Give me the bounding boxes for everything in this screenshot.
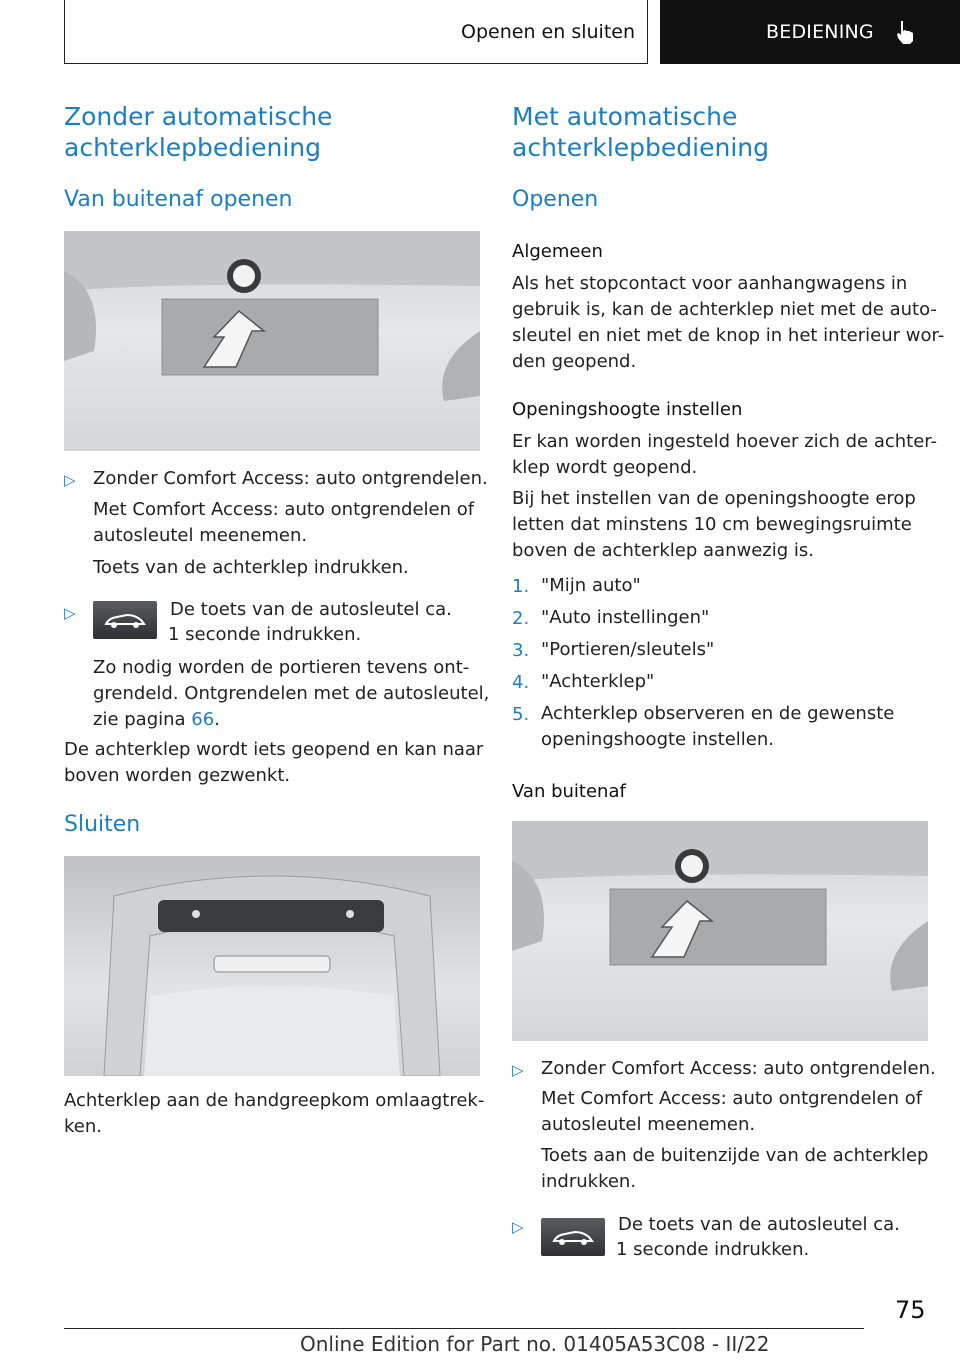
tailgate-illustration-2 <box>512 821 928 1041</box>
paragraph <box>541 1143 928 1195</box>
paragraph <box>93 497 474 549</box>
step-number: 4. <box>512 672 530 693</box>
bullet-text: 1 seconde indrukken. <box>168 624 362 645</box>
header-section-title: Openen en sluiten <box>461 20 635 43</box>
bullet-text: Zonder Comfort Access: auto ontgrendelen. <box>541 1058 936 1079</box>
header-chapter-title: BEDIENING <box>766 21 874 43</box>
header-chapter-tab <box>660 0 960 64</box>
text-line: boven worden gezwenkt. <box>64 765 291 786</box>
bullet-marker: ▷ <box>64 604 76 622</box>
heading-opening-height: Openingshoogte instellen <box>512 399 743 420</box>
tailgate-inside-photo <box>64 856 480 1076</box>
text-line: . <box>214 709 220 730</box>
step-text: "Auto instellingen" <box>541 607 710 628</box>
text-line: klep wordt geopend. <box>512 457 698 478</box>
step-number: 5. <box>512 704 530 725</box>
text-line: autosleutel meenemen. <box>93 525 308 546</box>
text-line: letten dat minstens 10 cm bewegingsruimte <box>512 514 912 535</box>
text-line: De achterklep wordt iets geopend en kan naar <box>64 739 484 760</box>
text-line: boven de achterklep aanwezig is. <box>512 540 814 561</box>
title-line: Zonder automatische <box>64 102 333 131</box>
text-line: sleutel en niet met de knop in het interieur wor- <box>512 325 945 346</box>
tailgate-photo <box>64 231 480 451</box>
car-key-button-icon <box>93 601 157 639</box>
tailgate-inside-illustration <box>64 856 480 1076</box>
paragraph <box>512 486 916 564</box>
bullet-text: De toets van de autosleutel ca. <box>170 599 452 620</box>
footer-divider <box>64 1328 864 1329</box>
footer-edition: Online Edition for Part no. 01405A53C08 - II/22 <box>300 1332 770 1356</box>
bullet-marker: ▷ <box>64 471 76 489</box>
title-line: achterklepbediening <box>64 133 321 162</box>
bullet-marker: ▷ <box>512 1218 524 1236</box>
step-number: 3. <box>512 640 530 661</box>
subtitle-close: Sluiten <box>64 812 141 837</box>
paragraph <box>512 429 937 481</box>
paragraph <box>541 1086 922 1138</box>
heading-from-outside: Van buitenaf <box>512 781 626 802</box>
paragraph <box>512 271 944 375</box>
text-line: Toets aan de buitenzijde van de achterklep <box>541 1145 929 1166</box>
text-line: Achterklep observeren en de gewenste <box>541 703 895 724</box>
text-line: Met Comfort Access: auto ontgrendelen of <box>541 1088 923 1109</box>
text-line: grendeld. Ontgrendelen met de autosleutel, <box>93 683 490 704</box>
text-line: autosleutel meenemen. <box>541 1114 756 1135</box>
paragraph <box>93 655 489 733</box>
bullet-text: De toets van de autosleutel ca. <box>618 1214 900 1235</box>
text-line: openingshoogte instellen. <box>541 729 774 750</box>
text-line: ken. <box>64 1116 102 1137</box>
text-line: Als het stopcontact voor aanhangwagens in <box>512 273 908 294</box>
text-line: gebruik is, kan de achterklep niet met de auto- <box>512 299 937 320</box>
bullet-marker: ▷ <box>512 1061 524 1079</box>
heading-general: Algemeen <box>512 241 603 262</box>
step-text: "Achterklep" <box>541 671 655 692</box>
section-title-right <box>512 101 769 163</box>
text-line: Bij het instellen van de openingshoogte erop <box>512 488 916 509</box>
car-key-button-icon <box>541 1218 605 1256</box>
title-line: achterklepbediening <box>512 133 769 162</box>
paragraph <box>64 1088 484 1140</box>
text-line: Er kan worden ingesteld hoever zich de achter- <box>512 431 938 452</box>
page-link[interactable]: 66 <box>191 709 215 730</box>
subtitle-open-outside: Van buitenaf openen <box>64 187 293 212</box>
bullet-text: 1 seconde indrukken. <box>616 1239 810 1260</box>
page-number: 75 <box>895 1296 926 1324</box>
paragraph <box>64 737 483 789</box>
step-text: "Mijn auto" <box>541 575 641 596</box>
title-line: Met automatische <box>512 102 738 131</box>
text-line: Achterklep aan de handgreepkom omlaagtrek- <box>64 1090 485 1111</box>
header-section-tab <box>64 0 648 64</box>
section-title-left <box>64 101 332 163</box>
tailgate-illustration <box>64 231 480 451</box>
text-line: den geopend. <box>512 351 637 372</box>
text-line: Zo nodig worden de portieren tevens ont- <box>93 657 470 678</box>
text-line: indrukken. <box>541 1171 637 1192</box>
tailgate-photo-2 <box>512 821 928 1041</box>
text-line: Met Comfort Access: auto ontgrendelen of <box>93 499 475 520</box>
bullet-text: Zonder Comfort Access: auto ontgrendelen. <box>93 468 488 489</box>
text-line: zie pagina <box>93 709 192 730</box>
paragraph: Toets van de achterklep indrukken. <box>93 557 409 578</box>
step-number: 2. <box>512 608 530 629</box>
step-text <box>541 701 894 753</box>
subtitle-open: Openen <box>512 187 599 212</box>
step-text: "Portieren/sleutels" <box>541 639 715 660</box>
step-number: 1. <box>512 576 530 597</box>
pointing-hand-icon <box>894 19 916 45</box>
